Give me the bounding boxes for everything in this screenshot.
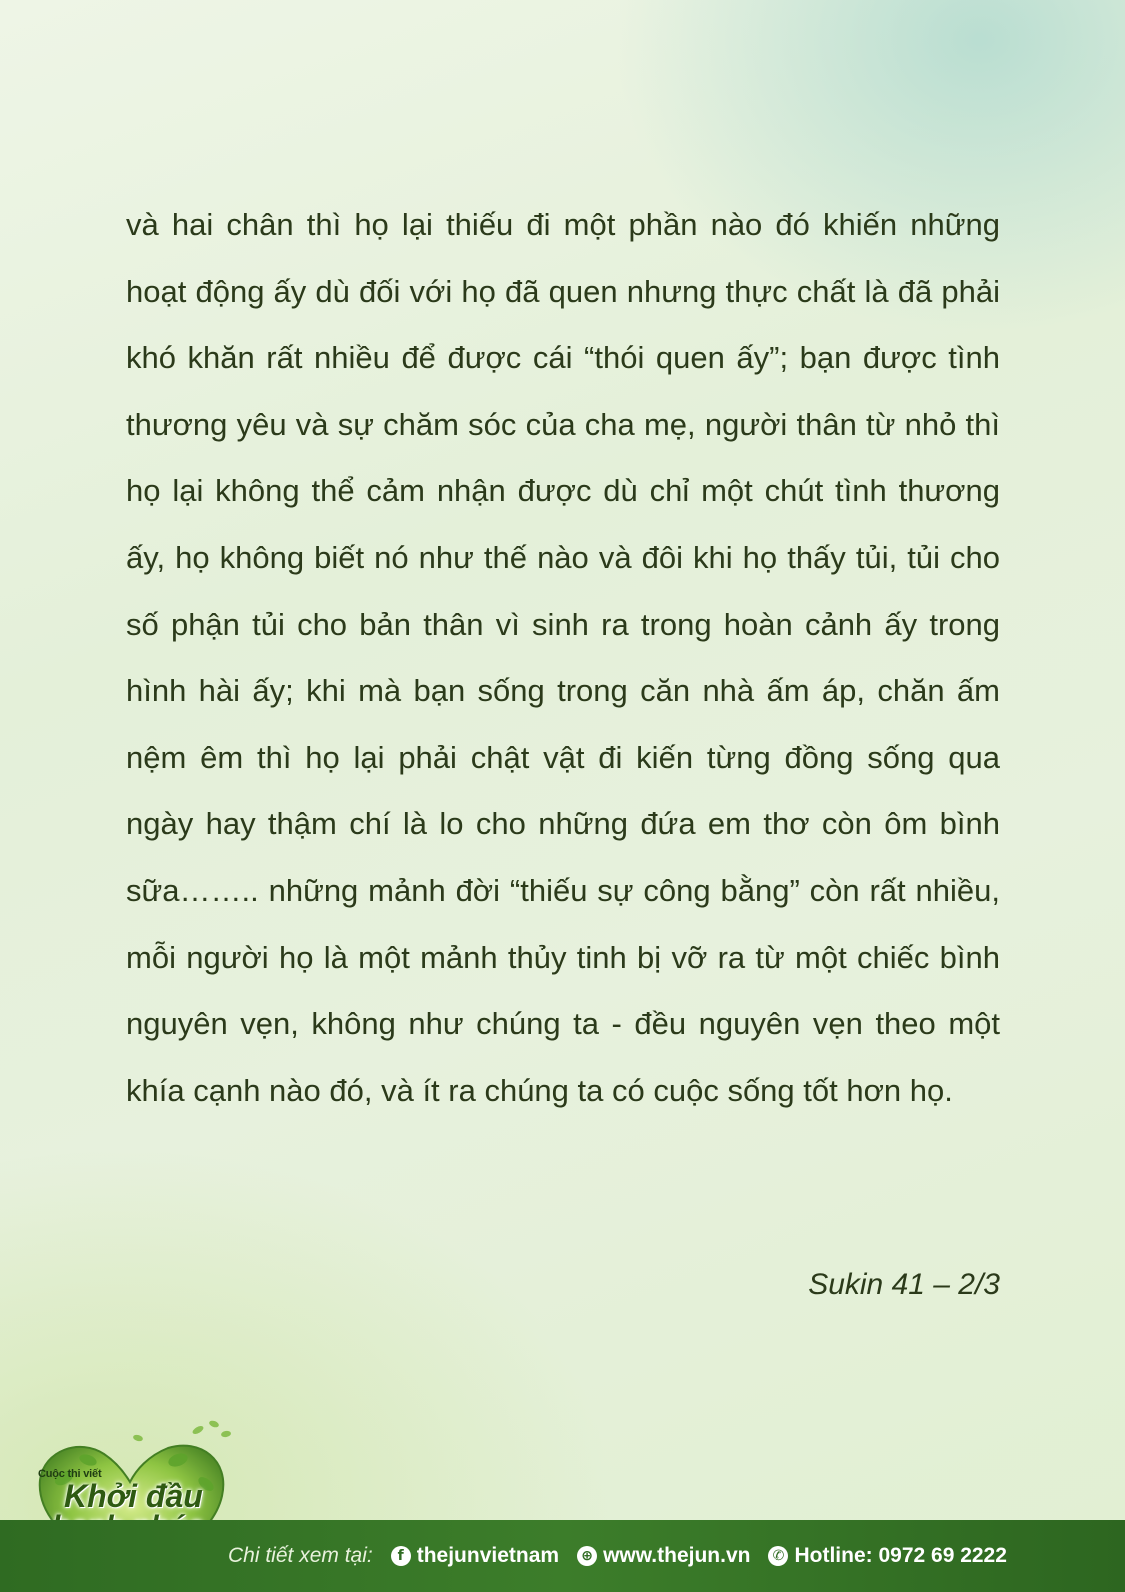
author-signature: Sukin 41 – 2/3 <box>808 1268 1000 1301</box>
footer-facebook[interactable] <box>391 1544 559 1568</box>
footer-contact <box>228 1520 1108 1592</box>
phone-icon: ✆ <box>768 1546 788 1566</box>
website-link[interactable]: www.thejun.vn <box>603 1544 751 1567</box>
body-paragraph: và hai chân thì họ lại thiếu đi một phần nào đó khiến những hoạt động ấy dù đối với họ đã quen nhưng thực chất là đã phải khó khăn rất nhiều để được cái “thói quen ấy”; bạn được tình thương yêu và sự chăm sóc của cha mẹ, người thân từ nhỏ thì họ lại không thể cảm nhận được dù chỉ một chút tình thương ấy, họ không biết nó như thế nào và đôi khi họ thấy tủi, tủi cho số phận tủi cho bản thân vì sinh ra trong hoàn cảnh ấy trong hình hài ấy; khi mà bạn sống trong căn nhà ấm áp, chăn ấm nệm êm thì họ lại phải chật vật đi kiến từng đồng sống qua ngày hay thậm chí là lo cho những đứa em thơ còn ôm bình sữa…….. những mảnh đời “thiếu sự công bằng” còn rất nhiều, mỗi người họ là một mảnh thủy tinh bị vỡ ra từ một chiếc bình nguyên vẹn, không như chúng ta - đều nguyên vẹn theo một khía cạnh nào đó, và ít ra chúng ta có cuộc sống tốt hơn họ. <box>126 207 1000 1108</box>
hotline-number[interactable]: Hotline: 0972 69 2222 <box>794 1544 1007 1567</box>
logo-small-text: Cuộc thi viết <box>38 1468 102 1480</box>
footer-prefix: Chi tiết xem tại: <box>228 1544 373 1567</box>
facebook-icon: f <box>391 1546 411 1566</box>
footer-website[interactable] <box>577 1544 750 1568</box>
footer-hotline[interactable] <box>768 1544 1006 1568</box>
globe-icon: ⊕ <box>577 1546 597 1566</box>
logo-title-line1: Khởi đầu <box>64 1478 203 1514</box>
facebook-handle[interactable]: thejunvietnam <box>416 1544 560 1567</box>
footer-bar <box>0 1520 1125 1592</box>
